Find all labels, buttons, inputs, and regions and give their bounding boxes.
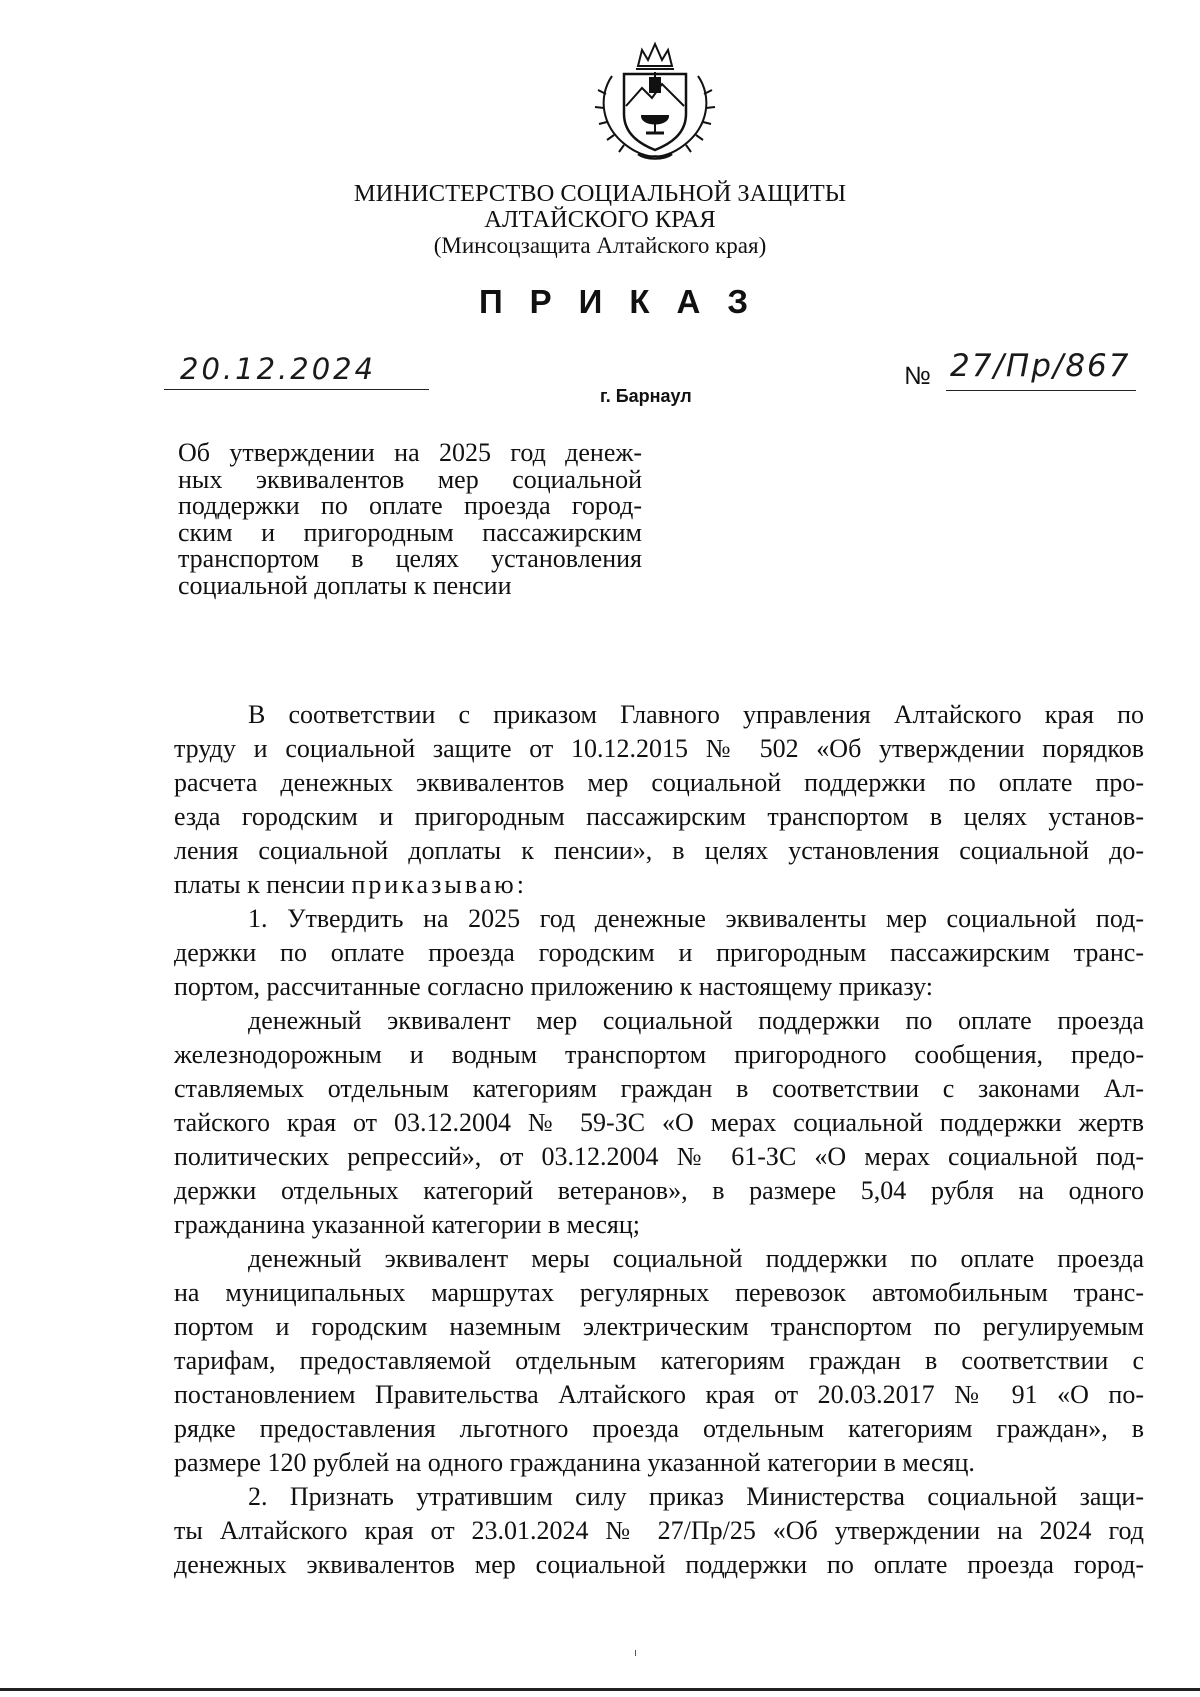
ministry-name-line2: АЛТАЙСКОГО КРАЯ: [484, 206, 716, 233]
subject-line: социальной доплаты к пенсии: [178, 570, 512, 600]
body-line: денежный эквивалент меры социальной поддержки по оплате проезда: [248, 1244, 1144, 1273]
page-bottom-rule: [0, 1688, 1200, 1691]
body-line: тайского края от 03.12.2004 № 59-ЗС «О мерах социальной поддержки жертв: [174, 1108, 1144, 1137]
subject-line: поддержки по оплате проезда город-: [178, 491, 642, 520]
body-line: 1. Утвердить на 2025 год денежные эквиваленты мер социальной под-: [248, 904, 1144, 933]
body-line: [174, 868, 1144, 902]
order-number: 27/Пр/867: [950, 348, 1131, 384]
body-line: рядке предоставления льготного проезда отдельным категориям граждан», в: [174, 1414, 1144, 1443]
order-subject: [178, 440, 642, 599]
body-line: размере 120 рублей на одного гражданина указанной категории в месяц.: [174, 1448, 975, 1477]
order-word: приказываю:: [351, 870, 527, 899]
body-line: денежный эквивалент мер социальной поддержки по оплате проезда: [248, 1006, 1144, 1035]
body-line: 2. Признать утратившим силу приказ Министерства социальной защи-: [248, 1482, 1144, 1511]
subject-line: ных эквивалентов мер социальной: [178, 464, 642, 494]
ministry-short-name: (Минсоцзащита Алтайского края): [433, 233, 767, 258]
body-line: денежных эквивалентов мер социальной поддержки по оплате проезда город-: [174, 1550, 1144, 1579]
page-mark: [635, 1650, 636, 1656]
body-line: держки отдельных категорий ветеранов», в размере 5,04 рубля на одного: [174, 1176, 1144, 1205]
body-line: портом, рассчитанные согласно приложению к настоящему приказу:: [174, 972, 933, 1001]
coat-of-arms-icon: [590, 36, 720, 164]
subject-line: транспортом в целях установления: [178, 544, 642, 573]
body-line: труду и социальной защите от 10.12.2015 № 502 «Об утверждении порядков: [174, 734, 1144, 763]
body-line: гражданина указанной категории в месяц;: [174, 1210, 640, 1239]
body-line-text: платы к пенсии: [174, 870, 345, 899]
body-line: постановлением Правительства Алтайского края от 20.03.2017 № 91 «О по-: [174, 1380, 1144, 1409]
subject-line: Об утверждении на 2025 год денеж-: [178, 438, 642, 467]
body-line: расчета денежных эквивалентов мер социальной поддержки по оплате про-: [174, 768, 1144, 797]
order-date: 20.12.2024: [180, 352, 377, 386]
body-line: политических репрессий», от 03.12.2004 № 61-ЗС «О мерах социальной под-: [174, 1142, 1144, 1171]
body-line: на муниципальных маршрутах регулярных перевозок автомобильным транс-: [174, 1278, 1144, 1307]
body-line: езда городским и пригородным пассажирским транспортом в целях установ-: [174, 802, 1144, 831]
ministry-name-line1: МИНИСТЕРСТВО СОЦИАЛЬНОЙ ЗАЩИТЫ: [353, 180, 847, 207]
date-underline: [164, 389, 429, 390]
body-line: портом и городским наземным электрическим транспортом по регулируемым: [174, 1312, 1144, 1341]
city-name: г. Барнаул: [600, 386, 692, 406]
order-body: [174, 698, 1144, 1582]
body-line: ления социальной доплаты к пенсии», в целях установления социальной до-: [174, 836, 1144, 865]
body-line: ставляемых отдельным категориям граждан в соответствии с законами Ал-: [174, 1074, 1144, 1103]
body-line: ты Алтайского края от 23.01.2024 № 27/Пр/25 «Об утверждении на 2024 год: [174, 1516, 1144, 1545]
subject-line: ским и пригородным пассажирским: [178, 517, 642, 547]
order-number-label: №: [904, 362, 931, 390]
number-underline: [946, 390, 1136, 391]
body-line: железнодорожным и водным транспортом пригородного сообщения, предо-: [174, 1040, 1144, 1069]
document-type-title: ПРИКАЗ: [478, 283, 776, 320]
body-line: держки по оплате проезда городским и пригородным пассажирским транс-: [174, 938, 1144, 967]
body-line: тарифам, предоставляемой отдельным категориям граждан в соответствии с: [174, 1346, 1144, 1375]
body-line: В соответствии с приказом Главного управления Алтайского края по: [248, 700, 1144, 729]
